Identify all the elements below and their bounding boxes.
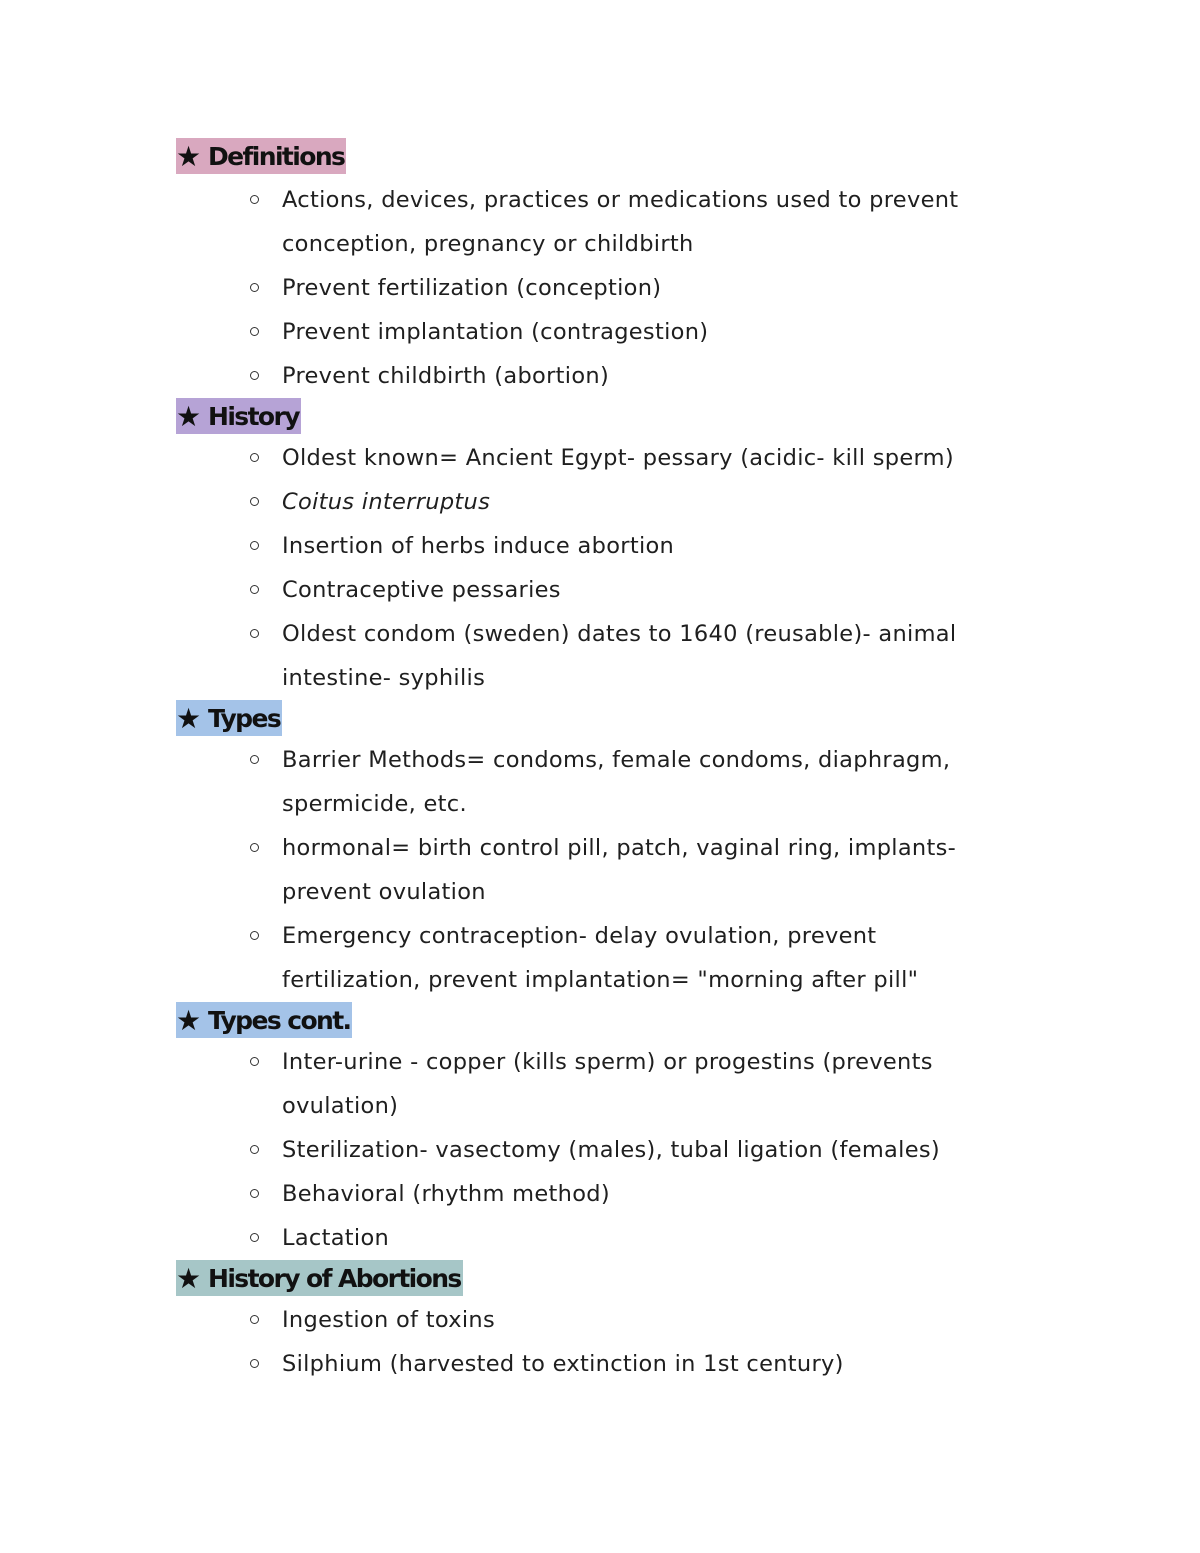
list-item-text: Oldest known= Ancient Egypt- pessary (acidic- kill sperm) (282, 445, 954, 471)
list-item-text: Barrier Methods= condoms, female condoms, diaphragm, (282, 747, 951, 773)
hollow-bullet-icon (250, 585, 259, 594)
list-item-text: Behavioral (rhythm method) (282, 1181, 610, 1207)
star-icon: ★ (176, 701, 202, 735)
bullet-list (176, 1040, 1076, 1260)
hollow-bullet-icon (250, 1359, 259, 1368)
section-heading-label: Definitions (208, 141, 345, 171)
list-item (282, 914, 1076, 1002)
section-heading (176, 398, 301, 434)
section-block (176, 398, 1076, 700)
section-block (176, 1260, 1076, 1386)
section-heading (176, 1260, 463, 1296)
star-icon: ★ (176, 1261, 202, 1295)
bullet-list (176, 1298, 1076, 1386)
section-heading (176, 138, 346, 174)
list-item-text: conception, pregnancy or childbirth (282, 231, 694, 257)
list-item (282, 178, 1076, 266)
section-heading (176, 700, 282, 736)
section-block (176, 1002, 1076, 1260)
list-item-text: Inter-urine - copper (kills sperm) or progestins (prevents (282, 1049, 933, 1075)
list-item (282, 310, 1076, 354)
bullet-list (176, 738, 1076, 1002)
list-item-text: prevent ovulation (282, 879, 486, 905)
bullet-list (176, 178, 1076, 398)
list-item (282, 568, 1076, 612)
list-item-text: Prevent implantation (contragestion) (282, 319, 709, 345)
list-item (282, 436, 1076, 480)
list-item (282, 480, 1076, 524)
hollow-bullet-icon (250, 541, 259, 550)
list-item (282, 1298, 1076, 1342)
list-item (282, 1342, 1076, 1386)
hollow-bullet-icon (250, 755, 259, 764)
section-heading (176, 1002, 352, 1038)
list-item-text: Actions, devices, practices or medications used to prevent (282, 187, 959, 213)
hollow-bullet-icon (250, 1145, 259, 1154)
list-item (282, 354, 1076, 398)
list-item (282, 1216, 1076, 1260)
hollow-bullet-icon (250, 497, 259, 506)
hollow-bullet-icon (250, 931, 259, 940)
notes-sections (176, 138, 1076, 1386)
list-item-text: ovulation) (282, 1093, 399, 1119)
list-item-text: Coitus interruptus (282, 489, 491, 515)
list-item-text: Sterilization- vasectomy (males), tubal ligation (females) (282, 1137, 940, 1163)
list-item-text: fertilization, prevent implantation= "morning after pill" (282, 967, 919, 993)
list-item-text: Oldest condom (sweden) dates to 1640 (reusable)- animal (282, 621, 957, 647)
hollow-bullet-icon (250, 1057, 259, 1066)
list-item-text: Prevent childbirth (abortion) (282, 363, 610, 389)
section-heading-label: History of Abortions (208, 1263, 461, 1293)
list-item (282, 524, 1076, 568)
list-item-text: hormonal= birth control pill, patch, vaginal ring, implants- (282, 835, 957, 861)
list-item-text: intestine- syphilis (282, 665, 486, 691)
section-heading-label: Types (208, 703, 281, 733)
hollow-bullet-icon (250, 1233, 259, 1242)
section-block (176, 138, 1076, 398)
list-item (282, 612, 1076, 700)
star-icon: ★ (176, 1003, 202, 1037)
hollow-bullet-icon (250, 1189, 259, 1198)
star-icon: ★ (176, 139, 202, 173)
hollow-bullet-icon (250, 327, 259, 336)
list-item-text: spermicide, etc. (282, 791, 467, 817)
list-item (282, 1128, 1076, 1172)
list-item-text: Emergency contraception- delay ovulation, prevent (282, 923, 877, 949)
list-item (282, 738, 1076, 826)
list-item-text: Lactation (282, 1225, 390, 1251)
hollow-bullet-icon (250, 195, 259, 204)
list-item (282, 1172, 1076, 1216)
hollow-bullet-icon (250, 283, 259, 292)
section-heading-label: History (208, 401, 299, 431)
bullet-list (176, 436, 1076, 700)
section-heading-label: Types cont. (208, 1005, 351, 1035)
list-item-text: Prevent fertilization (conception) (282, 275, 662, 301)
star-icon: ★ (176, 399, 202, 433)
hollow-bullet-icon (250, 371, 259, 380)
list-item-text: Insertion of herbs induce abortion (282, 533, 675, 559)
list-item-text: Ingestion of toxins (282, 1307, 495, 1333)
hollow-bullet-icon (250, 843, 259, 852)
list-item-text: Silphium (harvested to extinction in 1st century) (282, 1351, 844, 1377)
hollow-bullet-icon (250, 629, 259, 638)
list-item (282, 1040, 1076, 1128)
list-item (282, 266, 1076, 310)
list-item-text: Contraceptive pessaries (282, 577, 561, 603)
section-block (176, 700, 1076, 1002)
list-item (282, 826, 1076, 914)
hollow-bullet-icon (250, 453, 259, 462)
hollow-bullet-icon (250, 1315, 259, 1324)
